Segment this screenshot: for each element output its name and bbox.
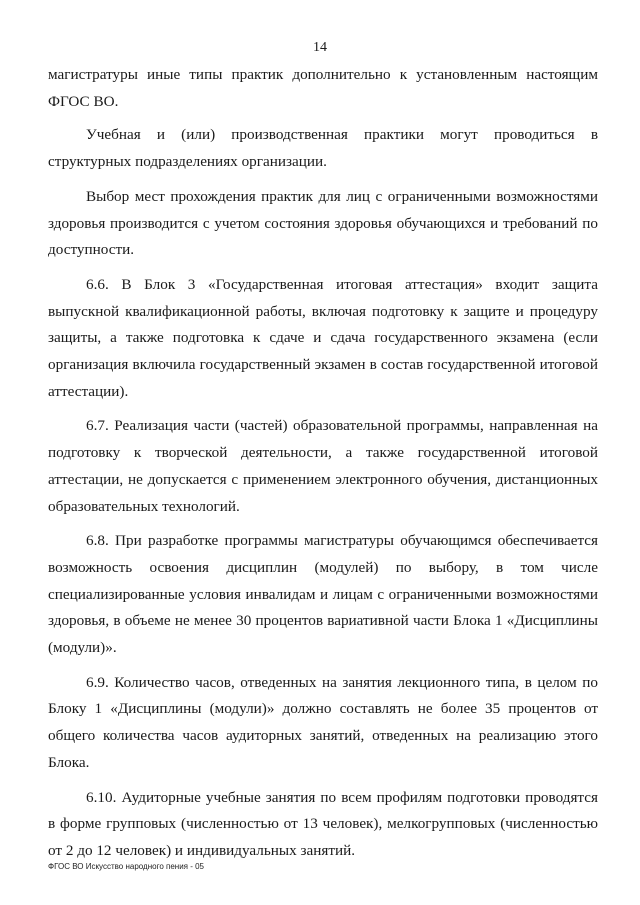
page-footer: ФГОС ВО Искусство народного пения - 05 — [48, 862, 204, 871]
paragraph-continuation: магистратуры иные типы практик дополнительно к установленным настоящим ФГОС ВО. — [48, 66, 598, 110]
paragraph-6-7: 6.7. Реализация части (частей) образовательной программы, направленная на подготовку к творческой деятельности, а также государственной итоговой аттестации, не допускается с применением электронного обучения, дистанционных образовательных технологий. — [48, 417, 598, 515]
paragraph-practice-units: Учебная и (или) производственная практики могут проводиться в структурных подразделениях организации. — [48, 126, 598, 171]
paragraph-6-9: 6.9. Количество часов, отведенных на занятия лекционного типа, в целом по Блоку 1 «Дисциплины (модули)» должно составлять не более 35 процентов от общего количества часов аудиторных занятий, отведенных на реализацию этого Блока. — [48, 673, 598, 771]
document-body — [48, 62, 598, 873]
paragraph-practice-accessibility: Выбор мест прохождения практик для лиц с ограниченными возможностями здоровья производится с учетом состояния здоровья обучающихся и требований по доступности. — [48, 187, 598, 259]
page-number: 14 — [313, 40, 327, 55]
paragraph-6-8: 6.8. При разработке программы магистратуры обучающимся обеспечивается возможность освоения дисциплин (модулей) по выбору, в том числе специализированные условия инвалидам и лицам с ограниченными возможностями здоровья, в объеме не менее 30 процентов вариативной части Блока 1 «Дисциплины (модули)». — [48, 532, 598, 657]
paragraph-6-10: 6.10. Аудиторные учебные занятия по всем профилям подготовки проводятся в форме групповых (численностью от 13 человек), мелкогрупповых (численностью от 2 до 12 человек) и индивидуальных занятий. — [48, 788, 598, 859]
paragraph-6-6: 6.6. В Блок 3 «Государственная итоговая аттестация» входит защита выпускной квалификационной работы, включая подготовку к защите и процедуру защиты, а также подготовка к сдаче и сдача государственного экзамена (если организация включила государственный экзамен в состав государственной итоговой аттестации). — [48, 275, 598, 400]
